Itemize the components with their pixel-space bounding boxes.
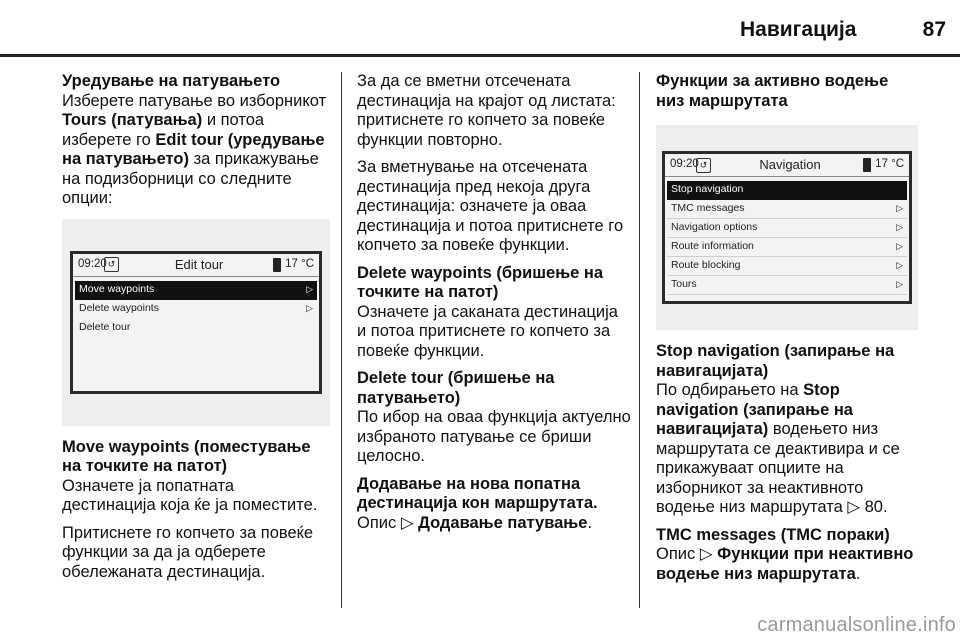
menu-item-route-information[interactable] [667, 238, 907, 257]
paragraph-delete-tour: По ибор на оваа функција актуелно избраното патување се бриши целосно. [357, 408, 631, 465]
menu-item-label: Navigation options [671, 221, 758, 234]
screen-menu [665, 177, 909, 301]
guidance-icon: ↺ [696, 158, 711, 173]
screenshot-navigation [656, 125, 918, 330]
column-2 [357, 72, 631, 541]
heading-stop-navigation: Stop navigation (запирање на навигацијата) [656, 342, 895, 380]
text-span: водењето низ маршрутата се деактивира и се прикажуваат опциите на изборникот за неактивното водење низ маршрутата [656, 420, 900, 516]
menu-ref-stop-navigation: Stop navigation (запирање на навигацијата) [656, 381, 853, 438]
submenu-arrow-icon: ▷ [896, 279, 903, 290]
heading-delete-tour: Delete tour (бришење на патувањето) [357, 369, 555, 407]
menu-ref-edit-tour: Edit tour (уредување на патувањето) [62, 130, 325, 168]
menu-item-label: Route information [671, 240, 754, 253]
submenu-arrow-icon: ▷ [896, 241, 903, 252]
column-divider [341, 72, 342, 608]
cross-reference-link[interactable]: Додавање патување [413, 513, 588, 532]
text-span: Опис [656, 545, 700, 563]
guidance-icon: ↺ [104, 257, 119, 272]
menu-item-delete-waypoints[interactable] [75, 300, 317, 319]
screen-title: Edit tour [174, 256, 224, 272]
text-span: и потоа изберете го [62, 111, 265, 149]
screen-time: 09:20 [78, 257, 107, 270]
paragraph-stop-navigation [656, 381, 918, 518]
heading-move-waypoints: Move waypoints (поместување на точките на патот) [62, 437, 311, 475]
screen-menu [73, 277, 319, 391]
column-3 [656, 72, 918, 592]
page-number: 87 [922, 18, 946, 41]
paragraph-insert-end: За да се вметни отсечената дестинација на крајот од листата: притиснете го копчето за повеќе функции повторно. [357, 72, 616, 149]
text-span: . [587, 513, 593, 532]
screen-temperature: 17 °C [875, 158, 904, 171]
heading-add-destination: Додавање на нова попатна дестинација кон маршрутата. [357, 474, 598, 512]
screen-temperature: 17 °C [285, 257, 314, 270]
menu-item-label: Tours [671, 278, 697, 291]
header-rule [0, 54, 960, 57]
display-screen [662, 151, 912, 304]
display-screen [70, 251, 322, 394]
screen-time: 09:20 [670, 158, 699, 171]
menu-item-navigation-options[interactable] [667, 219, 907, 238]
submenu-arrow-icon: ▷ [896, 260, 903, 271]
menu-item-label: Stop navigation [671, 183, 744, 196]
page-header-title: Навигација [740, 18, 857, 41]
submenu-arrow-icon: ▷ [896, 222, 903, 233]
paragraph-move-waypoints: Означете ја попатната дестинација која ќе ја поместите. [62, 476, 318, 514]
submenu-arrow-icon: ▷ [896, 203, 903, 214]
watermark: carmanualsonline.info [757, 614, 956, 636]
paragraph-press-button: Притиснете го копчето за повеќе функции за да ја одберете обележаната дестинација. [62, 523, 314, 581]
paragraph-delete-waypoints: Означете ја саканата дестинација и потоа притиснете го копчето за повеќе функции. [357, 302, 618, 360]
screen-title: Navigation [759, 157, 821, 173]
menu-item-tours[interactable] [667, 276, 907, 295]
menu-item-label: Route blocking [671, 259, 741, 272]
paragraph-insert-before: За вметнување на отсечената дестинација пред некоја друга дестинација: означете ја оваа дестинација и потоа притиснете го копчето за повеќе функции. [357, 158, 624, 254]
phone-icon [863, 158, 871, 172]
text-span: По одбирањето на [656, 381, 804, 399]
paragraph-tmc-messages [656, 545, 918, 584]
submenu-arrow-icon: ▷ [306, 303, 313, 314]
menu-item-label: Move waypoints [79, 283, 155, 296]
heading-edit-tour: Уредување на патувањето [62, 72, 281, 90]
screenshot-edit-tour [62, 219, 330, 426]
page-reference-link[interactable]: 80. [860, 498, 888, 516]
submenu-arrow-icon: ▷ [306, 284, 313, 295]
text-span: за прикажување на подизборници со следните опции: [62, 150, 319, 207]
menu-item-route-blocking[interactable] [667, 257, 907, 276]
reference-arrow-icon: ▷ [699, 545, 713, 563]
paragraph-add-destination [357, 514, 631, 534]
cross-reference-link[interactable]: Функции при неактивно водење низ маршрутата [656, 545, 914, 583]
text-span: Опис [357, 513, 401, 532]
menu-item-delete-tour[interactable] [75, 319, 317, 338]
menu-item-tmc-messages[interactable] [667, 200, 907, 219]
menu-item-label: Delete waypoints [79, 302, 159, 315]
paragraph-edit-tour [62, 72, 330, 209]
reference-arrow-icon: ▷ [400, 513, 414, 532]
screen-status-bar [665, 154, 909, 177]
menu-item-move-waypoints[interactable] [75, 281, 317, 300]
column-1 [62, 72, 330, 590]
screen-status-bar [73, 254, 319, 277]
menu-ref-tours: Tours (патувања) [62, 111, 203, 129]
text-span: . [855, 564, 861, 583]
heading-tmc-messages: TMC messages (TMC пораки) [656, 525, 890, 544]
text-span: Изберете патување во изборникот [62, 91, 327, 110]
reference-arrow-icon: ▷ [847, 498, 861, 516]
menu-item-label: TMC messages [671, 202, 745, 215]
column-divider [639, 72, 640, 608]
menu-item-label: Delete tour [79, 321, 131, 334]
menu-item-stop-navigation[interactable] [667, 181, 907, 200]
phone-icon [273, 258, 281, 272]
heading-delete-waypoints: Delete waypoints (бришење на точките на патот) [357, 263, 604, 301]
heading-active-guidance: Функции за активно водење низ маршрутата [656, 72, 889, 110]
